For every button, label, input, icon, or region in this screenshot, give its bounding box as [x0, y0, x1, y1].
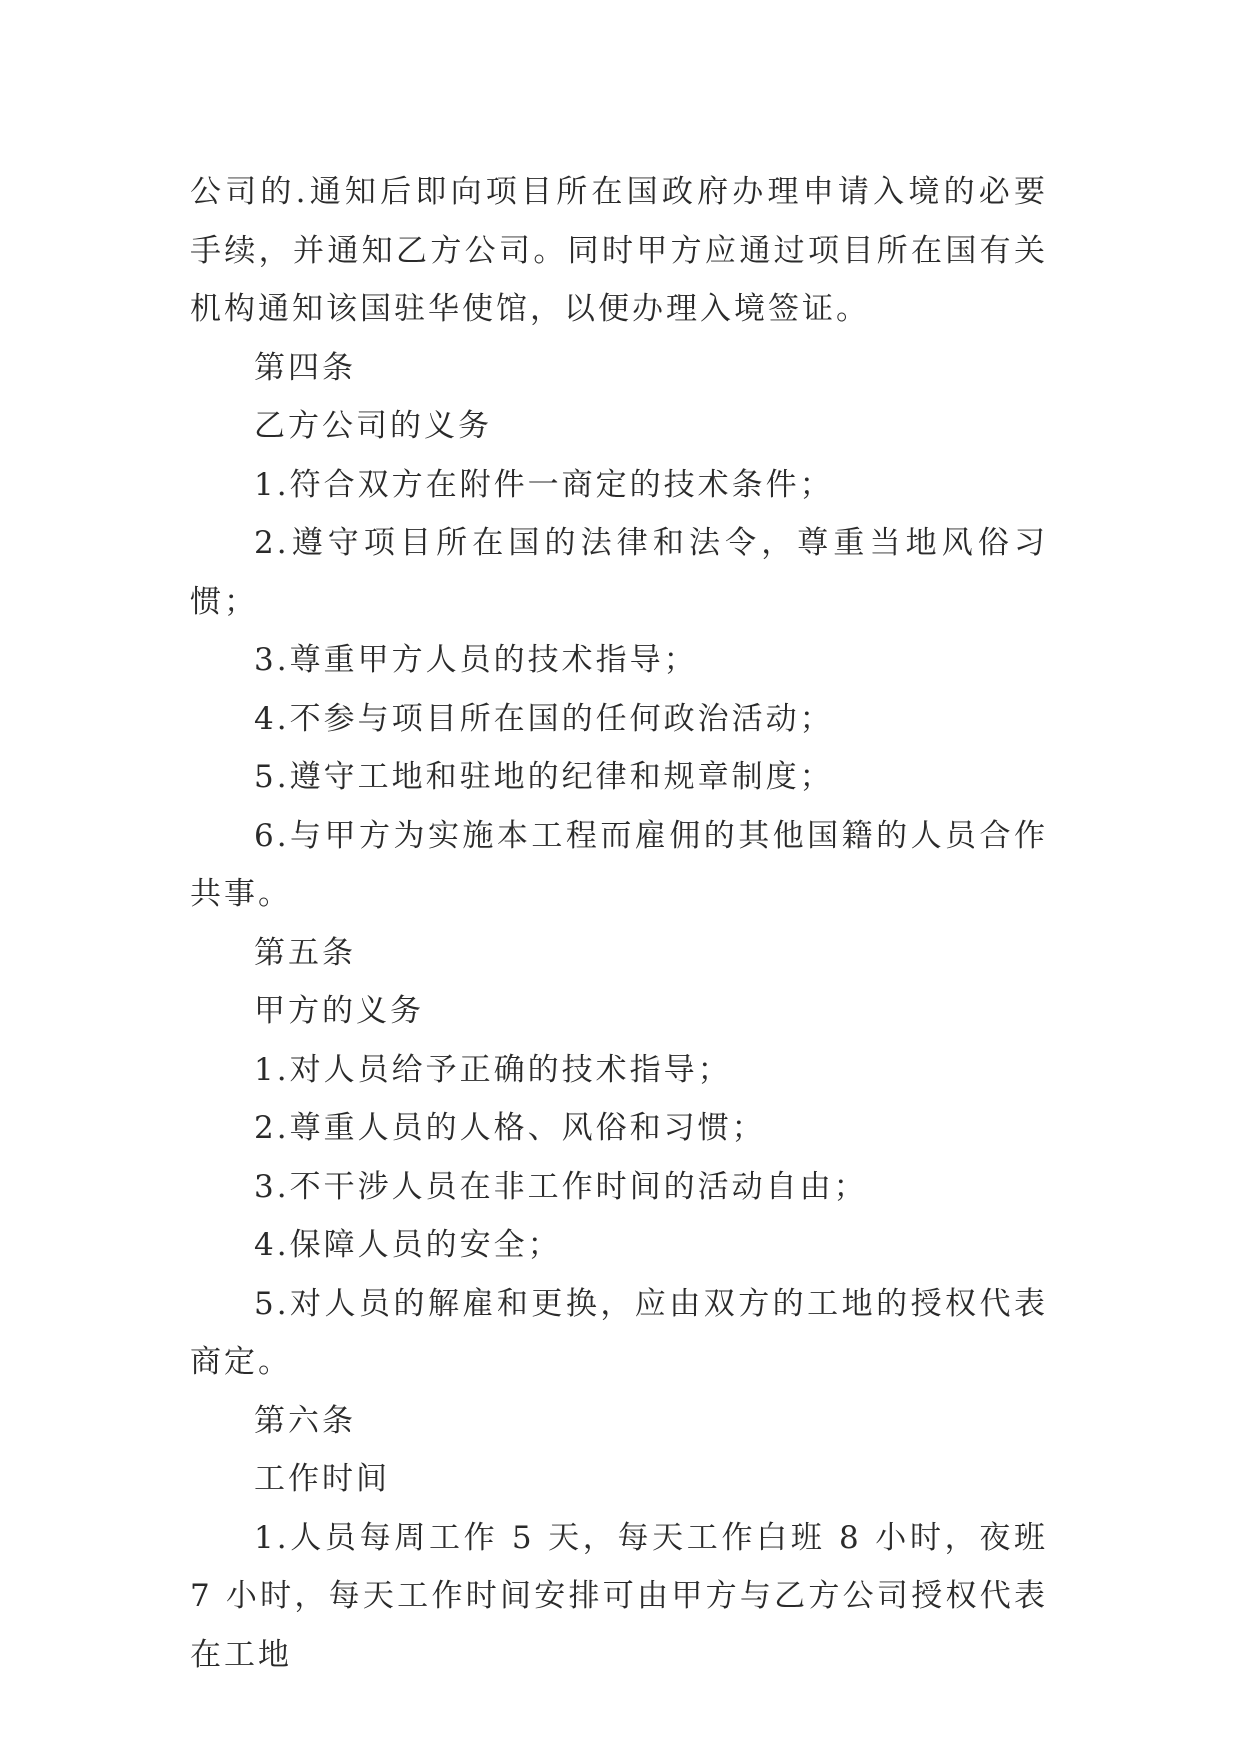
list-item: 6.与甲方为实施本工程而雇佣的其他国籍的人员合作共事。 [190, 817, 1048, 912]
article-4-heading: 第四条 [254, 349, 356, 386]
list-item: 4.不参与项目所在国的任何政治活动； [254, 700, 834, 737]
article-4-title: 乙方公司的义务 [254, 408, 492, 444]
article-6-title: 工作时间 [254, 1461, 390, 1497]
paragraph-continuation: 公司的.通知后即向项目所在国政府办理申请入境的必要手续，并通知乙方公司。同时甲方应通过项目所在国有关机构通知该国驻华使馆，以便办理入境签证。 [190, 174, 1048, 327]
article-6-heading: 第六条 [254, 1402, 356, 1439]
list-item: 2.遵守项目所在国的法律和法令，尊重当地风俗习惯； [190, 525, 1048, 620]
document-body [190, 163, 1048, 1684]
list-item: 2.尊重人员的人格、风俗和习惯； [254, 1110, 766, 1146]
list-item: 1.人员每周工作 5 天，每天工作白班 8 小时，夜班 7 小时，每天工作时间安排可由甲方与乙方公司授权代表在工地 [190, 1519, 1048, 1673]
list-item: 5.对人员的解雇和更换，应由双方的工地的授权代表商定。 [190, 1285, 1048, 1380]
article-5-heading: 第五条 [254, 934, 356, 971]
list-item: 4.保障人员的安全； [254, 1227, 562, 1263]
list-item: 3.不干涉人员在非工作时间的活动自由； [254, 1168, 868, 1205]
list-item: 5.遵守工地和驻地的纪律和规章制度； [254, 759, 834, 795]
article-5-title: 甲方的义务 [254, 993, 424, 1029]
list-item: 1.符合双方在附件一商定的技术条件； [254, 466, 834, 503]
list-item: 3.尊重甲方人员的技术指导； [254, 642, 698, 678]
list-item: 1.对人员给予正确的技术指导； [254, 1051, 732, 1088]
